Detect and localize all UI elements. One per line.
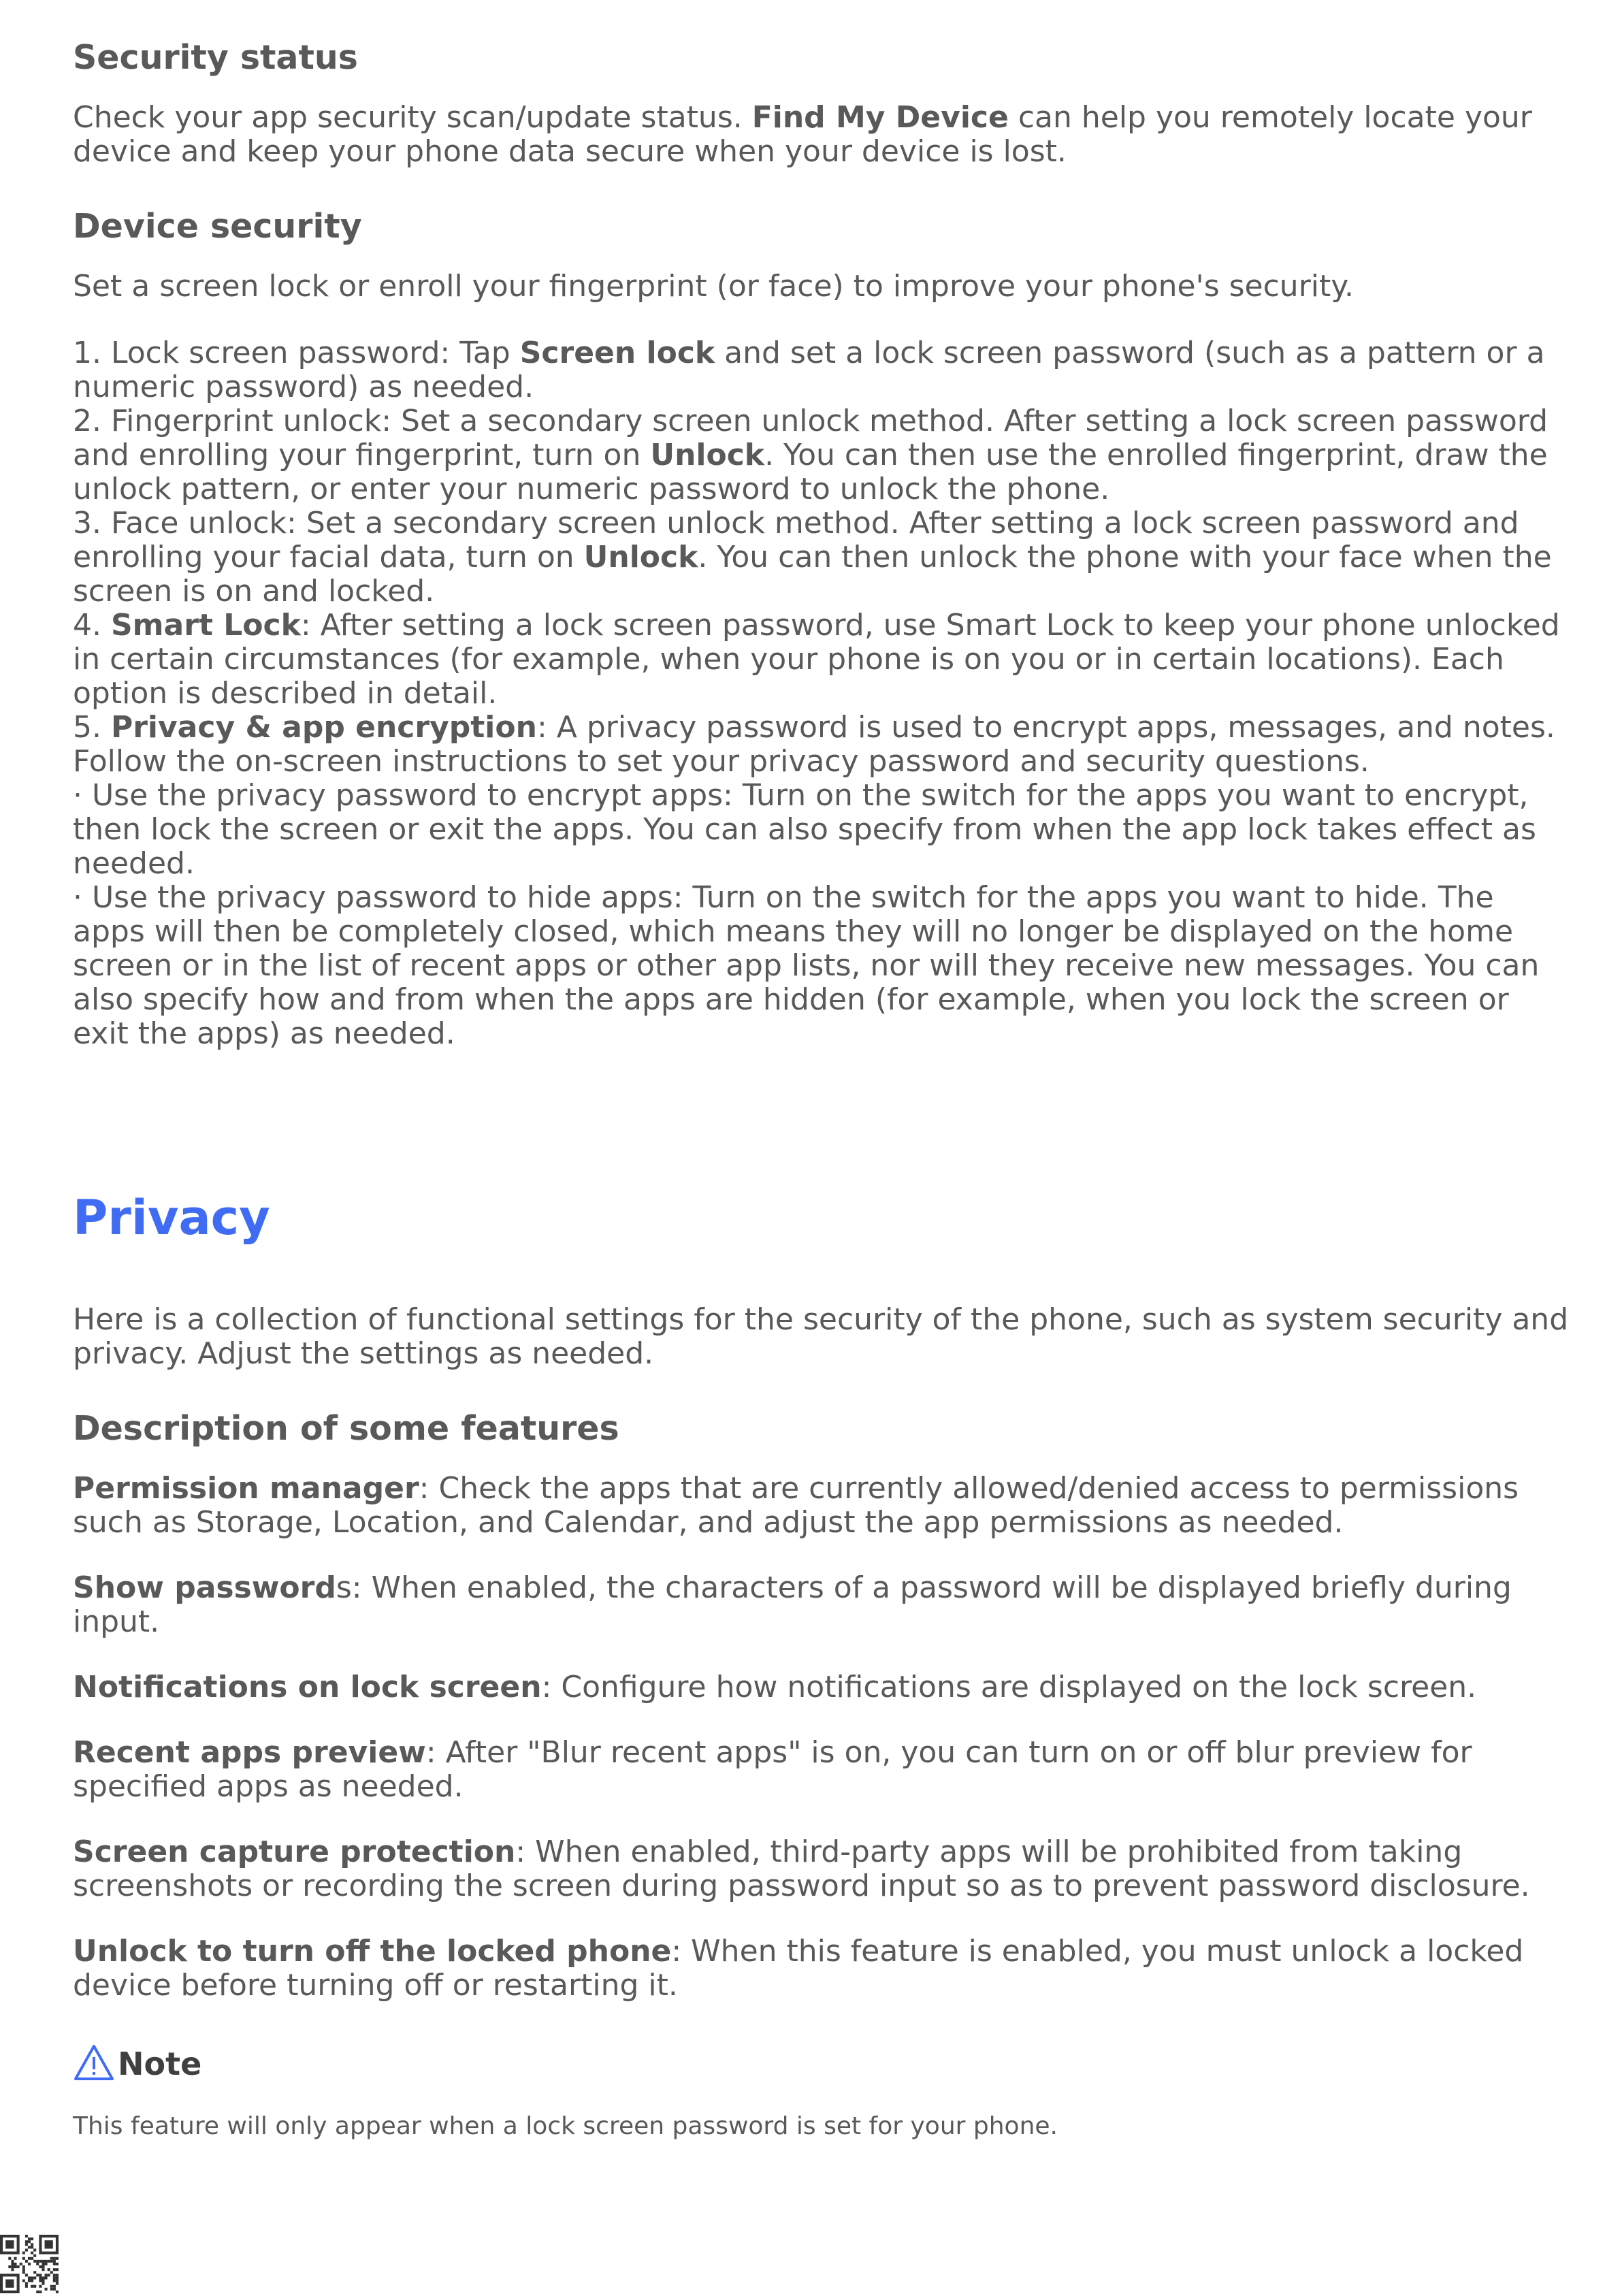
privacy-heading: Privacy <box>73 1190 270 1246</box>
find-my-device-term: Find My Device <box>751 100 1009 135</box>
note-text: This feature will only appear when a lock screen password is set for your phone. <box>73 2112 1058 2140</box>
list-item: 1. Lock screen password: Tap Screen lock and set a lock screen password (such as a pattern or a numeric password) as needed. <box>73 336 1545 404</box>
feature-recent-apps-preview: Recent apps preview: After "Blur recent apps" is on, you can turn on or off blur preview for specified apps as needed. <box>73 1735 1472 1804</box>
feature-permission-manager: Permission manager: Check the apps that are currently allowed/denied access to permissions such as Storage, Location, and Calendar, and adjust the app permissions as needed. <box>73 1471 1519 1540</box>
security-status-paragraph: Check your app security scan/update status. Find My Device can help you remotely locate your device and keep your phone data secure when your device is lost. <box>73 100 1532 169</box>
warning-icon <box>73 2043 115 2084</box>
feature-unlock-to-turn-off: Unlock to turn off the locked phone: When this feature is enabled, you must unlock a locked device before turning off or restarting it. <box>73 1934 1524 2003</box>
privacy-intro: Here is a collection of functional settings for the security of the phone, such as system security and privacy. Adjust the settings as needed. <box>73 1302 1569 1371</box>
list-item: 5. Privacy & app encryption: A privacy password is used to encrypt apps, messages, and notes. Follow the on-screen instructions to set your privacy password and security questions. <box>73 710 1555 779</box>
document-content <box>73 34 1570 2143</box>
feature-show-passwords: Show passwords: When enabled, the characters of a password will be displayed briefly during input. <box>73 1570 1512 1639</box>
features-heading: Description of some features <box>73 1409 619 1448</box>
security-status-heading: Security status <box>73 38 358 77</box>
device-security-heading: Device security <box>73 207 362 246</box>
list-item: 2. Fingerprint unlock: Set a secondary screen unlock method. After setting a lock screen password and enrolling your fingerprint, turn on Unlock. You can then use the enrolled fingerprint, draw the unlock pattern, or enter your numeric password to unlock the phone. <box>73 404 1548 506</box>
feature-notifications-lock-screen: Notifications on lock screen: Configure how notifications are displayed on the lock screen. <box>73 1670 1477 1704</box>
device-security-intro: Set a screen lock or enroll your fingerprint (or face) to improve your phone's security. <box>73 269 1355 304</box>
list-item: 3. Face unlock: Set a secondary screen unlock method. After setting a lock screen password and enrolling your facial data, turn on Unlock. You can then unlock the phone with your face when the screen is on and locked. <box>73 506 1552 609</box>
list-item: · Use the privacy password to encrypt apps: Turn on the switch for the apps you want to encrypt, then lock the screen or exit the apps. You can also specify from when the app lock takes effect as needed. <box>73 778 1536 881</box>
feature-screen-capture-protection: Screen capture protection: When enabled, third-party apps will be prohibited from taking screenshots or recording the screen during password input so as to prevent password disclosure. <box>73 1834 1530 1903</box>
qr-code-image <box>0 2235 59 2293</box>
list-item: · Use the privacy password to hide apps: Turn on the switch for the apps you want to hide. The apps will then be completely closed, which means they will no longer be displayed on the home screen or in the list of recent apps or other app lists, nor will they receive new messages. You can also specify how and from when the apps are hidden (for example, when you lock the screen or exit the apps) as needed. <box>73 880 1540 1051</box>
device-security-list <box>73 336 1570 1051</box>
list-item: 4. Smart Lock: After setting a lock screen password, use Smart Lock to keep your phone unlocked in certain circumstances (for example, when your phone is on you or in certain locations). Each option is described in detail. <box>73 608 1560 711</box>
note-header <box>73 2043 1570 2084</box>
note-title: Note <box>118 2046 202 2082</box>
